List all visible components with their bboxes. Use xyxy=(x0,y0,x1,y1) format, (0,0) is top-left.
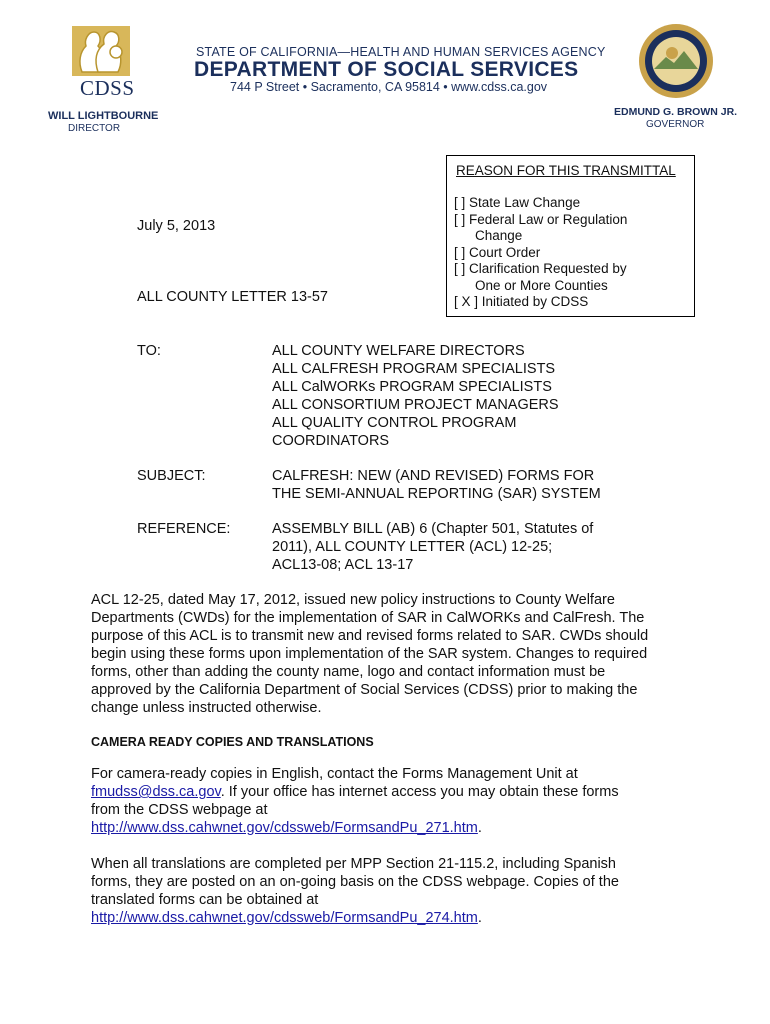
subject-label: SUBJECT: xyxy=(137,468,206,484)
translations-line xyxy=(91,909,482,927)
director-title: DIRECTOR xyxy=(68,123,121,134)
to-line: ALL CalWORKs PROGRAM SPECIALISTS xyxy=(272,379,552,395)
letter-number: ALL COUNTY LETTER 13-57 xyxy=(137,289,328,305)
email-link[interactable]: fmudss@dss.ca.gov xyxy=(91,784,221,800)
translations-line: When all translations are completed per MPP Section 21-115.2, including Spanish xyxy=(91,856,616,872)
department-name: DEPARTMENT OF SOCIAL SERVICES xyxy=(194,58,579,81)
intro-line: forms, other than adding the county name, logo and contact information must be xyxy=(91,664,606,680)
to-label: TO: xyxy=(137,343,161,359)
intro-line: begin using these forms upon implementation of the SAR system. Changes to required xyxy=(91,646,648,662)
forms-274-link[interactable]: http://www.dss.cahwnet.gov/cdssweb/FormsandPu_274.htm xyxy=(91,910,478,926)
to-line: ALL QUALITY CONTROL PROGRAM xyxy=(272,415,517,431)
transmittal-item: Change xyxy=(475,228,523,243)
transmittal-item: [ ] State Law Change xyxy=(454,195,581,210)
subject-line: THE SEMI-ANNUAL REPORTING (SAR) SYSTEM xyxy=(272,486,601,502)
reference-line: ACL13-08; ACL 13-17 xyxy=(272,557,414,573)
reference-label: REFERENCE: xyxy=(137,521,231,537)
intro-line: approved by the California Department of Social Services (CDSS) prior to making the xyxy=(91,682,638,698)
subject-line: CALFRESH: NEW (AND REVISED) FORMS FOR xyxy=(272,468,595,484)
camera-line-end: . xyxy=(477,820,482,836)
translations-line-end: . xyxy=(477,910,482,926)
reference-line: ASSEMBLY BILL (AB) 6 (Chapter 501, Statutes of xyxy=(272,521,594,537)
reference-line: 2011), ALL COUNTY LETTER (ACL) 12-25; xyxy=(272,539,553,555)
letter-date: July 5, 2013 xyxy=(137,218,216,234)
transmittal-item: One or More Counties xyxy=(475,277,608,293)
governor-title: GOVERNOR xyxy=(646,119,705,130)
intro-line: Departments (CWDs) for the implementation of SAR in CalWORKs and CalFresh. The xyxy=(91,610,645,626)
intro-line: change unless instructed otherwise. xyxy=(91,700,322,716)
transmittal-header: REASON FOR THIS TRANSMITTAL xyxy=(456,163,676,178)
to-line: ALL CALFRESH PROGRAM SPECIALISTS xyxy=(272,361,556,377)
director-name: WILL LIGHTBOURNE xyxy=(48,110,159,122)
section-heading: CAMERA READY COPIES AND TRANSLATIONS xyxy=(91,735,374,749)
translations-line: forms, they are posted on an on-going basis on the CDSS webpage. Copies of the xyxy=(91,874,619,890)
state-seal-icon xyxy=(638,23,714,99)
to-line: COORDINATORS xyxy=(272,433,390,449)
agency-name: STATE OF CALIFORNIA—HEALTH AND HUMAN SERVICES AGENCY xyxy=(196,45,606,59)
transmittal-item: [ ] Clarification Requested by xyxy=(454,261,627,276)
forms-271-link[interactable]: http://www.dss.cahwnet.gov/cdssweb/FormsandPu_271.htm xyxy=(91,820,478,836)
camera-line: from the CDSS webpage at xyxy=(91,802,268,818)
camera-line xyxy=(91,819,482,837)
intro-line: ACL 12-25, dated May 17, 2012, issued new policy instructions to County Welfare xyxy=(91,592,615,608)
intro-line: purpose of this ACL is to transmit new and revised forms related to SAR. CWDs should xyxy=(91,628,649,644)
camera-line xyxy=(91,783,619,801)
to-line: ALL COUNTY WELFARE DIRECTORS xyxy=(272,343,525,359)
translations-line: translated forms can be obtained at xyxy=(91,892,319,908)
cdss-figures-icon xyxy=(60,22,140,78)
transmittal-item: [ X ] Initiated by CDSS xyxy=(454,294,589,309)
to-line: ALL CONSORTIUM PROJECT MANAGERS xyxy=(272,397,559,413)
department-address: 744 P Street • Sacramento, CA 95814 • www.cdss.ca.gov xyxy=(230,80,548,94)
camera-line-rest: . If your office has internet access you may obtain these forms xyxy=(220,784,619,800)
transmittal-item: [ ] Federal Law or Regulation xyxy=(454,211,628,227)
transmittal-item: [ ] Court Order xyxy=(454,244,541,260)
governor-name: EDMUND G. BROWN JR. xyxy=(614,106,738,118)
camera-line: For camera-ready copies in English, contact the Forms Management Unit at xyxy=(91,766,578,782)
logo-text: CDSS xyxy=(80,76,135,100)
